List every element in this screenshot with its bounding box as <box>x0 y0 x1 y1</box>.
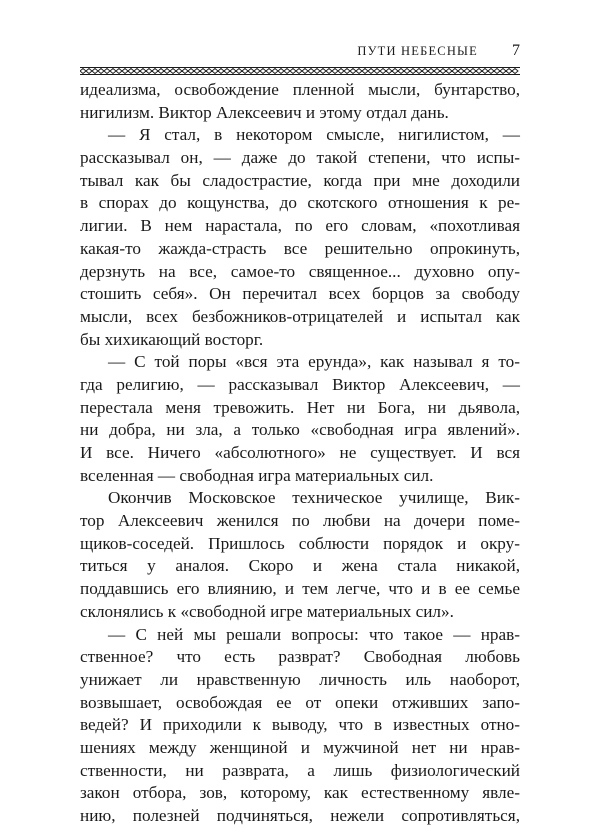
text-line-13: — С той поры «вся эта ерунда», как называл я то- <box>108 352 520 372</box>
text-line-33: нию, полезней подчиняться, нежели сопротивляться, <box>80 806 520 825</box>
text-line-19: Окончив Московское техническое училище, Вик- <box>108 488 520 508</box>
running-title: ПУТИ НЕБЕСНЫЕ <box>357 44 478 58</box>
text-line-1: идеализма, освобождение пленной мысли, бунтарство, <box>80 80 520 99</box>
text-line-16: ни добра, ни зла, а только «свободная игра явлений». <box>80 420 520 440</box>
page-number: 7 <box>512 42 520 59</box>
text-line-8: какая-то жажда-страсть все решительно опрокинуть, <box>80 238 520 258</box>
text-line-32: закон отбора, зов, которому, как естественному явле- <box>80 783 520 803</box>
text-line-14: гда религию, — рассказывал Виктор Алексеевич, — <box>80 374 520 394</box>
text-line-21: щиков-соседей. Пришлось соблюсти порядок и окру- <box>80 533 520 553</box>
text-line-11: мысли, всех безбожников-отрицателей и испытал как <box>80 306 520 326</box>
text-line-28: возвышает, освобождая ее от опеки отживших запо- <box>80 692 520 712</box>
text-line-9: дерзнуть на все, самое-то священное... духовно опу- <box>80 261 520 281</box>
text-line-25: — С ней мы решали вопросы: что такое — нрав- <box>108 624 520 644</box>
text-line-27: унижает ли нравственную личность иль наоборот, <box>80 669 520 689</box>
text-line-23: поддавшись его влиянию, и тем легче, что и в ее семье <box>80 579 520 599</box>
ornamental-divider <box>80 64 520 78</box>
text-line-2: нигилизм. Виктор Алексеевич и этому отдал дань. <box>80 102 449 122</box>
running-head <box>80 41 520 61</box>
text-line-6: в спорах до кощунства, до скотского отношения к ре- <box>80 193 520 213</box>
text-line-30: шениях между женщиной и мужчиной нет ни нрав- <box>80 737 520 757</box>
text-line-3: — Я стал, в некотором смысле, нигилистом, — <box>108 125 520 145</box>
text-line-17: И все. Ничего «абсолютного» не существует. И вся <box>80 443 520 462</box>
text-line-7: лигии. В нем нарастала, по его словам, «похотливая <box>80 216 520 236</box>
text-line-4: рассказывал он, — даже до такой степени, что испы- <box>80 148 520 168</box>
text-line-26: ственное? что есть разврат? Свободная любовь <box>80 647 520 667</box>
text-line-22: титься у аналоя. Скоро и жена стала никакой, <box>80 556 520 576</box>
body-text <box>80 79 520 828</box>
text-line-15: перестала меня тревожить. Нет ни Бога, ни дьявола, <box>80 397 520 417</box>
text-line-12: бы хихикающий восторг. <box>80 329 264 349</box>
text-line-5: тывал как бы сладострастие, когда при мне доходили <box>80 170 520 190</box>
text-line-18: вселенная — свободная игра материальных сил. <box>80 465 434 485</box>
text-line-10: стошить себя». Он перечитал всех борцов за свободу <box>80 284 520 304</box>
text-line-20: тор Алексеевич женился по любви на дочери поме- <box>80 511 520 531</box>
text-line-29: ведей? И приходили к выводу, что в известных отно- <box>80 715 520 735</box>
text-line-31: ственности, ни разврата, а лишь физиологический <box>80 760 520 780</box>
text-line-24: склонялись к «свободной игре материальных сил». <box>80 601 454 621</box>
